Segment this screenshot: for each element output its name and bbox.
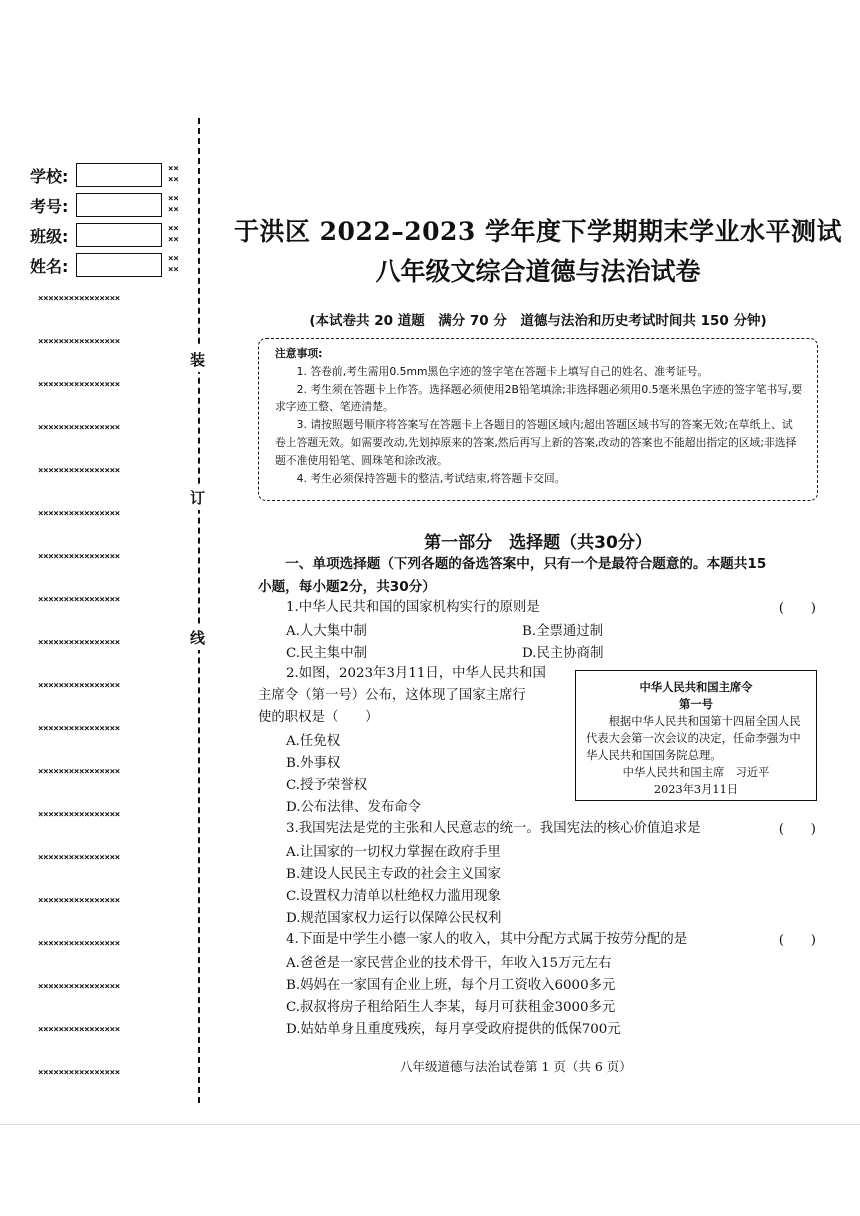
binding-char-ding: 订 <box>190 485 205 510</box>
exam-number-input-box[interactable] <box>76 193 162 217</box>
question-stem: 1.中华人民共和国的国家机构实行的原则是 <box>286 600 540 615</box>
option-d: D.规范国家权力运行以保障公民权利 <box>286 911 502 926</box>
seal-x-row: ×××××××××××××××× <box>38 552 120 562</box>
option-a: A.人大集中制 <box>286 624 367 639</box>
class-field-row <box>30 221 179 249</box>
exam-title: 于洪区 2022–2023 学年度下学期期末学业水平测试 <box>233 217 843 246</box>
option-b: B.建设人民民主专政的社会主义国家 <box>286 867 501 882</box>
seal-x-row: ×××××××××××××××× <box>38 595 120 605</box>
option-a: A.让国家的一切权力掌握在政府手里 <box>286 845 501 860</box>
option-d: D.姑姑单身且重度残疾，每月享受政府提供的低保700元 <box>286 1022 621 1037</box>
name-input-box[interactable] <box>76 253 162 277</box>
seal-x-row: ×××××××××××××××× <box>38 982 120 992</box>
option-b: B.妈妈在一家国有企业上班，每个月工资收入6000多元 <box>286 978 616 993</box>
question-stem: 3.我国宪法是党的主张和人民意志的统一。我国宪法的核心价值追求是 <box>286 821 701 836</box>
exam-meta: (本试卷共 20 道题 满分 70 分 道德与法治和历史考试时间共 150 分钟) <box>309 313 767 329</box>
notice-box <box>258 338 818 501</box>
exam-number-label: 考号: <box>30 196 69 216</box>
notice-item: 1. 答卷前,考生需用0.5mm黑色字迹的签字笔在答题卡上填写自己的姓名、准考证号。 <box>296 364 709 378</box>
exam-subtitle: 八年级文综合道德与法治试卷 <box>375 257 701 286</box>
option-b: B.外事权 <box>286 756 341 771</box>
decree-signature: 中华人民共和国主席 习近平 <box>622 766 770 779</box>
class-input-box[interactable] <box>76 223 162 247</box>
section-instruction-line1: 一、单项选择题（下列各题的备选答案中，只有一个是最符合题意的。本题共15 <box>285 556 767 572</box>
seal-x-row: ×××××××××××××××× <box>38 810 120 820</box>
page-divider <box>0 1124 860 1125</box>
question-stem-line: 2.如图，2023年3月11日，中华人民共和国 <box>286 666 546 681</box>
binding-char-zhuang: 装 <box>190 347 205 372</box>
x-mark: ×× ×× <box>168 254 179 275</box>
seal-x-row: ×××××××××××××××× <box>38 638 120 648</box>
seal-x-row: ×××××××××××××××× <box>38 337 120 347</box>
seal-x-row: ×××××××××××××××× <box>38 939 120 949</box>
decree-title: 中华人民共和国主席令 <box>639 681 753 694</box>
name-label: 姓名: <box>30 256 69 276</box>
page-footer: 八年级道德与法治试卷第 1 页（共 6 页） <box>400 1059 632 1074</box>
class-label: 班级: <box>30 226 69 246</box>
presidential-decree-box <box>575 670 817 801</box>
seal-x-row: ×××××××××××××××× <box>38 896 120 906</box>
option-c: C.民主集中制 <box>286 646 367 661</box>
notice-heading: 注意事项: <box>275 347 323 360</box>
seal-x-row: ×××××××××××××××× <box>38 1025 120 1035</box>
option-c: C.叔叔将房子租给陌生人李某，每月可获租金3000多元 <box>286 1000 616 1015</box>
option-c: C.设置权力清单以杜绝权力滥用现象 <box>286 889 501 904</box>
decree-body: 根据中华人民共和国第十四届全国人民代表大会第一次会议的决定，任命李强为中华人民共和国国务院总理。 <box>586 715 801 762</box>
decree-number: 第一号 <box>679 698 713 711</box>
question-stem-line: 主席令（第一号）公布，这体现了国家主席行 <box>258 688 526 703</box>
question-stem-line: 使的职权是（ ） <box>258 710 379 725</box>
seal-x-row: ×××××××××××××××× <box>38 681 120 691</box>
option-d: D.公布法律、发布命令 <box>286 800 422 815</box>
exam-number-field-row <box>30 191 179 219</box>
seal-x-row: ×××××××××××××××× <box>38 853 120 863</box>
x-mark: ×× ×× <box>168 164 179 185</box>
answer-bracket: ( ) <box>778 601 816 616</box>
option-b: B.全票通过制 <box>522 624 604 639</box>
question-stem: 4.下面是中学生小德一家人的收入，其中分配方式属于按劳分配的是 <box>286 932 688 947</box>
seal-x-row: ×××××××××××××××× <box>38 509 120 519</box>
school-input-box[interactable] <box>76 163 162 187</box>
section-instruction-line2: 小题，每小题2分，共30分） <box>258 579 436 595</box>
binding-cut-line <box>198 118 200 1103</box>
answer-bracket: ( ) <box>778 933 816 948</box>
option-a: A.任免权 <box>286 734 341 749</box>
decree-date: 2023年3月11日 <box>653 783 739 796</box>
answer-bracket: ( ) <box>778 822 816 837</box>
x-mark: ×× ×× <box>168 224 179 245</box>
notice-item: 4. 考生必须保持答题卡的整洁,考试结束,将答题卡交回。 <box>296 471 566 485</box>
seal-x-row: ×××××××××××××××× <box>38 1068 120 1078</box>
x-mark: ×× ×× <box>168 194 179 215</box>
seal-x-row: ×××××××××××××××× <box>38 466 120 476</box>
notice-item: 3. 请按照题号顺序将答案写在答题卡上各题目的答题区域内;超出答题区域书写的答案无效;在草纸上、试卷上答题无效。如需要改动,先划掉原来的答案,然后再写上新的答案,改动的答案也不能超出指定的区域;非选择题不准使用铅笔、圆珠笔和涂改液。 <box>275 418 797 467</box>
option-a: A.爸爸是一家民营企业的技术骨干，年收入15万元左右 <box>286 956 612 971</box>
school-field-row <box>30 161 179 189</box>
section-title: 第一部分 选择题（共30分） <box>424 533 652 553</box>
seal-x-row: ×××××××××××××××× <box>38 423 120 433</box>
binding-char-xian: 线 <box>190 625 205 650</box>
name-field-row <box>30 251 179 279</box>
notice-item: 2. 考生须在答题卡上作答。选择题必须使用2B铅笔填涂;非选择题必须用0.5毫米黑色字迹的签字笔书写,要求字迹工整、笔迹清楚。 <box>275 382 803 414</box>
option-d: D.民主协商制 <box>522 646 604 661</box>
seal-x-row: ×××××××××××××××× <box>38 767 120 777</box>
school-label: 学校: <box>30 166 69 186</box>
seal-x-row: ×××××××××××××××× <box>38 724 120 734</box>
seal-x-row: ×××××××××××××××× <box>38 380 120 390</box>
option-c: C.授予荣誉权 <box>286 778 367 793</box>
seal-x-row: ×××××××××××××××× <box>38 294 120 304</box>
